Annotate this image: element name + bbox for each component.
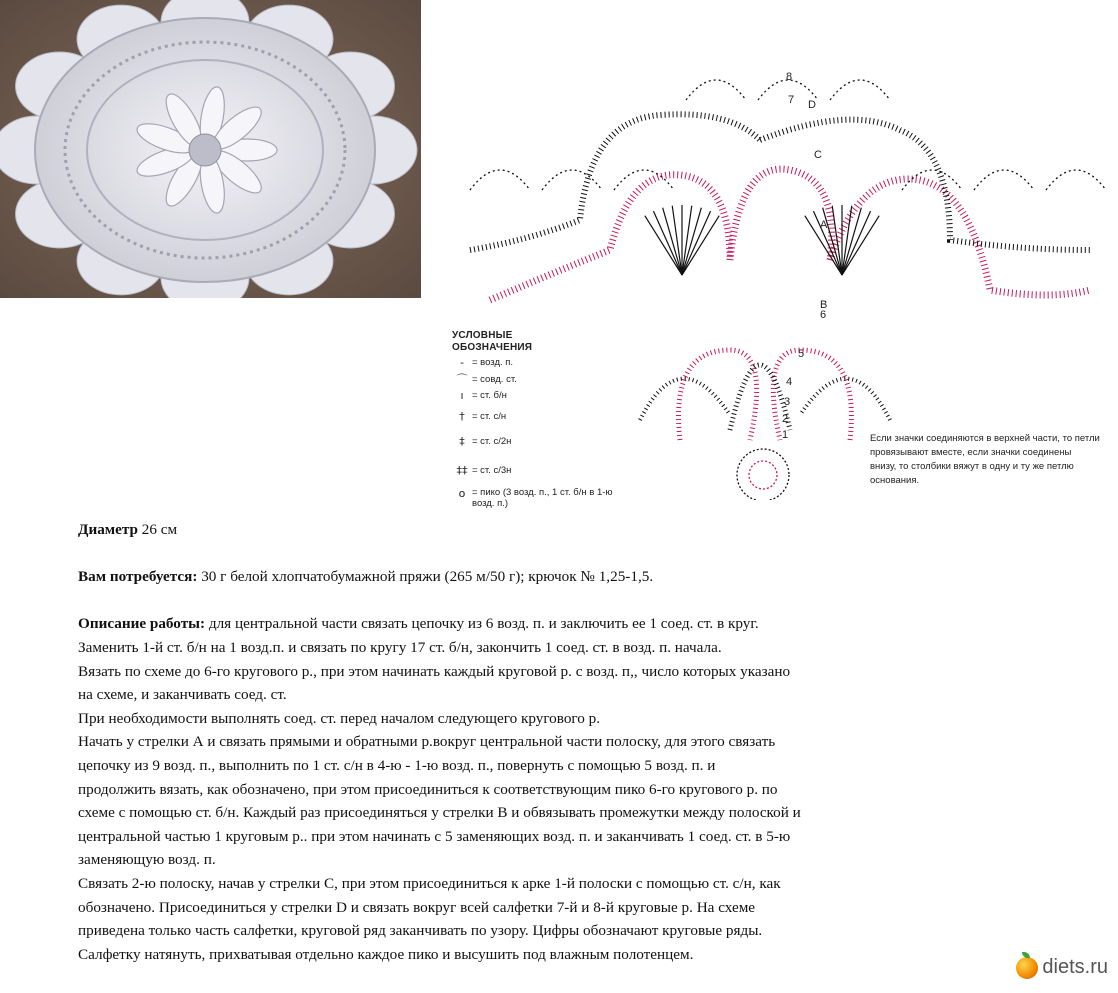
description-line: обозначено. Присоединиться у стрелки D и связать вокруг всей салфетки 7-й и 8-й круговые р. На схеме [78,898,756,916]
row-number-label: 3 [784,396,791,408]
inner-fan [773,350,851,440]
doily-photo-drawing [0,0,421,298]
picot-arc [830,80,890,100]
fan-spoke [682,208,701,275]
description-line: схеме с помощью ст. б/н. Каждый раз присоединяться у стрелки В и обвязывать промежутки между полоской и [78,804,801,822]
row-number-label: 4 [786,376,793,388]
legend-title-line2: ОБОЗНАЧЕНИЯ [452,342,533,353]
fan-spoke [663,208,682,275]
row-circle [737,449,789,500]
watermark-text: diets.ru [1042,956,1108,978]
legend-item-text: = возд. п. [472,357,514,368]
arrow-label: B [820,299,828,311]
chart-legend [452,330,642,509]
legend-title-line1: УСЛОВНЫЕ [452,330,513,341]
description-line: заменяющую возд. п. [78,851,216,869]
legend-item-text: = пико (3 возд. п., 1 ст. б/н в 1-ю возд. п.) [472,487,613,509]
description-line: на схеме, и заканчивать соед. ст. [78,686,287,704]
center-ring [749,461,777,489]
legend-item-slip [452,371,642,387]
legend-item-sc [452,389,642,402]
picot-arc [686,80,746,100]
materials-label: Вам потребуется: [78,568,198,586]
legend-item-text: = совд. ст. [472,373,517,385]
arrow-label: A [820,219,828,231]
description-line: продолжить вязать, как обозначено, при этом присоединиться к соответствующим пико 6-го кругового р. по [78,780,778,798]
legend-item-dc [452,410,642,423]
double-crochet-icon: † [459,410,465,423]
legend-item-dtr [452,464,642,477]
chain-stitch-icon: - [460,356,464,369]
slip-stitch-icon: ⌒ [456,373,468,386]
pink-band [490,175,730,300]
doily-photo [0,0,421,298]
picot-arc [542,170,602,190]
row-number-label: 2 [782,413,789,425]
black-band [760,120,1090,250]
picot-arc [902,170,962,190]
picot-arc [1046,170,1106,190]
chart-note: Если значки соединяются в верхней части, то петли провязывают вместе, если значки соединены внизу, то столбики вяжут в одну и ту же петлю основания. [870,433,1100,486]
picot-arc [974,170,1034,190]
description-line: цепочку из 9 возд. п., выполнить по 1 ст. с/н в 4-ю - 1-ю возд. п., повернуть с помощью 5 возд. п. и [78,756,716,774]
fan-spoke [682,216,719,275]
double-treble-icon: ‡‡ [456,464,468,477]
black-band [470,114,760,250]
description-label: Описание работы: [78,615,206,633]
legend-item-text: = ст. с/н [472,411,507,422]
treble-crochet-icon: ‡ [459,435,465,448]
description-line: центральной частью 1 круговым р.. при этом начинать с 5 заменяющих возд. п. и заканчивать 1 соед. ст. в 5-ю [78,827,791,845]
description-line: Заменить 1-й ст. б/н на 1 возд.п. и связать по кругу 17 ст. б/н, закончить 1 соед. ст. в возд. п. начала. [78,638,722,656]
legend-item-chain [452,356,642,369]
row-number-label: 8 [786,71,793,83]
site-watermark [1016,956,1108,979]
picot-icon: o [458,487,466,500]
legend-item-text: = ст. б/н [472,390,507,401]
description-first-line [78,612,1018,636]
legend-item-picot [452,487,642,509]
row-number-label: 1 [782,429,789,441]
description-line: При необходимости выполнять соед. ст. перед началом следующего кругового р. [78,709,601,727]
fan-spoke [645,216,682,275]
description-line: приведена только часть салфетки, круговой ряд заканчивать по узору. Цифры обозначают круговые ряды. [78,922,763,940]
pink-band [730,169,832,260]
description-line: Связать 2-ю полоску, начав у стрелки С, при этом присоединиться к арке 1-й полоски с помощью ст. с/н, как [78,874,781,892]
legend-item-text: = ст. с/2н [472,436,512,447]
diameter-label: Диаметр [78,521,138,538]
row-number-label: 5 [798,348,805,360]
inner-fan [679,350,757,440]
description-value: для центральной части связать цепочку из 6 возд. п. и заключить ее 1 соед. ст. в круг. [205,615,759,633]
pink-band [830,179,1090,295]
arrow-label: C [814,149,822,161]
legend-item-text: = ст. с/3н [472,465,512,476]
diameter-line [78,518,1018,542]
description-line: Вязать по схеме до 6-го кругового р., при этом начинать каждый круговой р. с возд. п,, число которых указано [78,662,791,680]
picot-arc [470,170,530,190]
materials-line [78,565,1018,589]
instructions [78,518,1018,966]
diameter-value: 26 см [137,521,178,538]
description-line: Салфетку натянуть, прихватывая отдельно каждое пико и высушить под влажным полотенцем. [78,945,694,963]
inner-fan [730,365,793,430]
arrow-label: D [808,99,816,111]
row-number-label: 7 [788,94,795,106]
row-number-label: 6 [820,309,827,321]
materials-value: 30 г белой хлопчатобумажной пряжи (265 м/50 г); крючок № 1,25-1,5. [197,568,654,586]
legend-item-tr [452,435,642,448]
apple-logo-icon [1016,957,1038,979]
fan-spoke [842,216,879,275]
description-line: Начать у стрелки А и связать прямыми и обратными р.вокруг центральной части полоску, для этого связать [78,733,776,751]
single-crochet-icon: ı [460,389,464,402]
